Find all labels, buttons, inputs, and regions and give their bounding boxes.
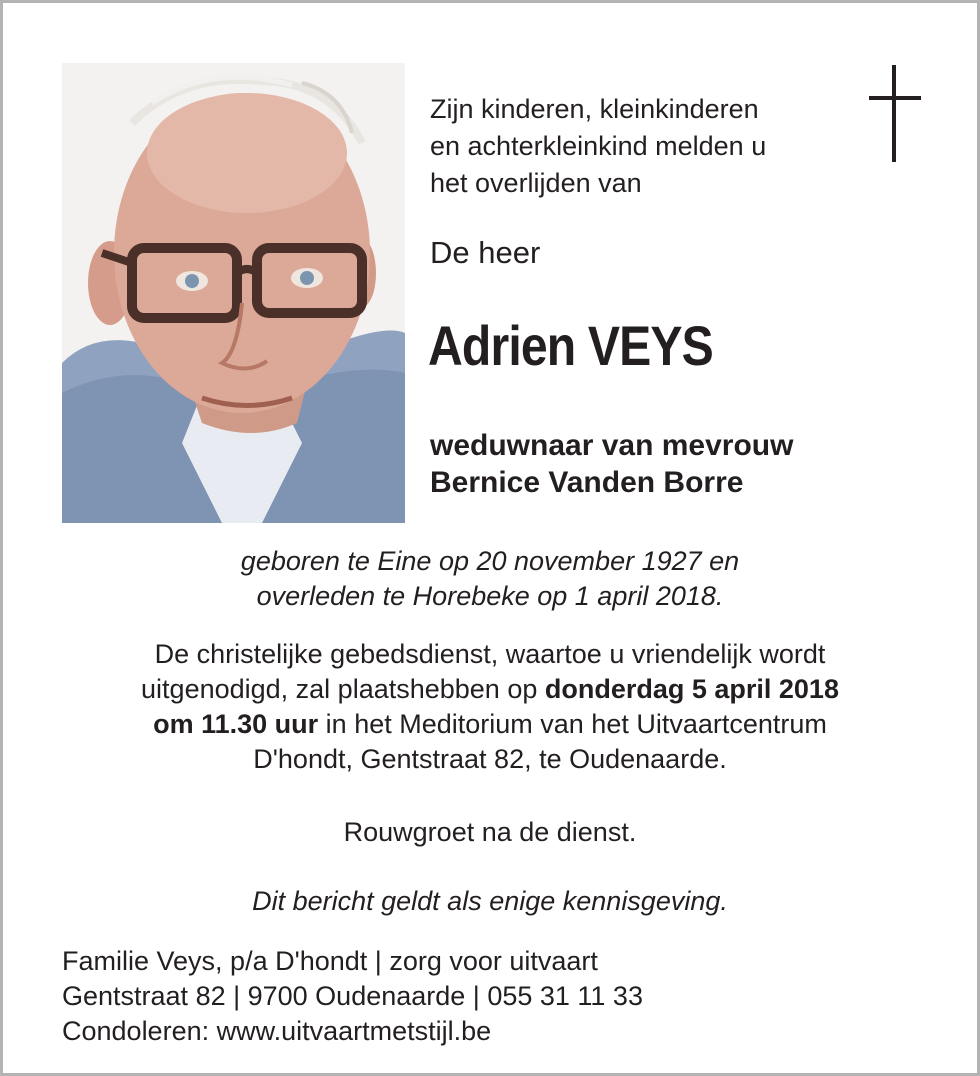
widower-of bbox=[430, 427, 793, 501]
condolence-greeting: Rouwgroet na de dienst. bbox=[343, 817, 637, 847]
notice-statement: Dit bericht geldt als enige kennisgeving. bbox=[252, 886, 728, 916]
deceased-name: Adrien VEYS bbox=[428, 314, 713, 377]
honorific: De heer bbox=[430, 235, 541, 270]
service-text: uitgenodigd, zal plaatshebben op bbox=[141, 674, 545, 704]
service-time: om 11.30 uur bbox=[153, 709, 319, 739]
widow-line: weduwnaar van mevrouw bbox=[430, 429, 794, 462]
birth-death-info bbox=[3, 544, 977, 614]
service-info bbox=[3, 637, 977, 777]
footer-line: Gentstraat 82 | 9700 Oudenaarde | 055 31 11 33 bbox=[62, 981, 643, 1011]
service-text: in het Meditorium van het Uitvaartcentrum bbox=[318, 709, 827, 739]
born-line: overleden te Horebeke op 1 april 2018. bbox=[256, 581, 724, 611]
service-line bbox=[3, 672, 977, 707]
service-line: D'hondt, Gentstraat 82, te Oudenaarde. bbox=[253, 744, 727, 774]
intro-line: Zijn kinderen, kleinkinderen bbox=[430, 94, 759, 124]
widow-line: Bernice Vanden Borre bbox=[430, 466, 744, 499]
portrait-photo bbox=[62, 63, 405, 523]
service-date: donderdag 5 april 2018 bbox=[544, 674, 839, 704]
family-contact bbox=[62, 944, 643, 1049]
born-line: geboren te Eine op 20 november 1927 en bbox=[240, 546, 740, 576]
intro-line: het overlijden van bbox=[430, 168, 642, 198]
service-line: De christelijke gebedsdienst, waartoe u vriendelijk wordt bbox=[154, 639, 826, 669]
announcement-intro bbox=[430, 91, 850, 202]
footer-line: Familie Veys, p/a D'hondt | zorg voor uitvaart bbox=[62, 946, 598, 976]
service-line bbox=[3, 707, 977, 742]
footer-line: Condoleren: www.uitvaartmetstijl.be bbox=[62, 1016, 492, 1046]
cross-icon bbox=[863, 65, 927, 163]
intro-line: en achterkleinkind melden u bbox=[430, 131, 767, 161]
